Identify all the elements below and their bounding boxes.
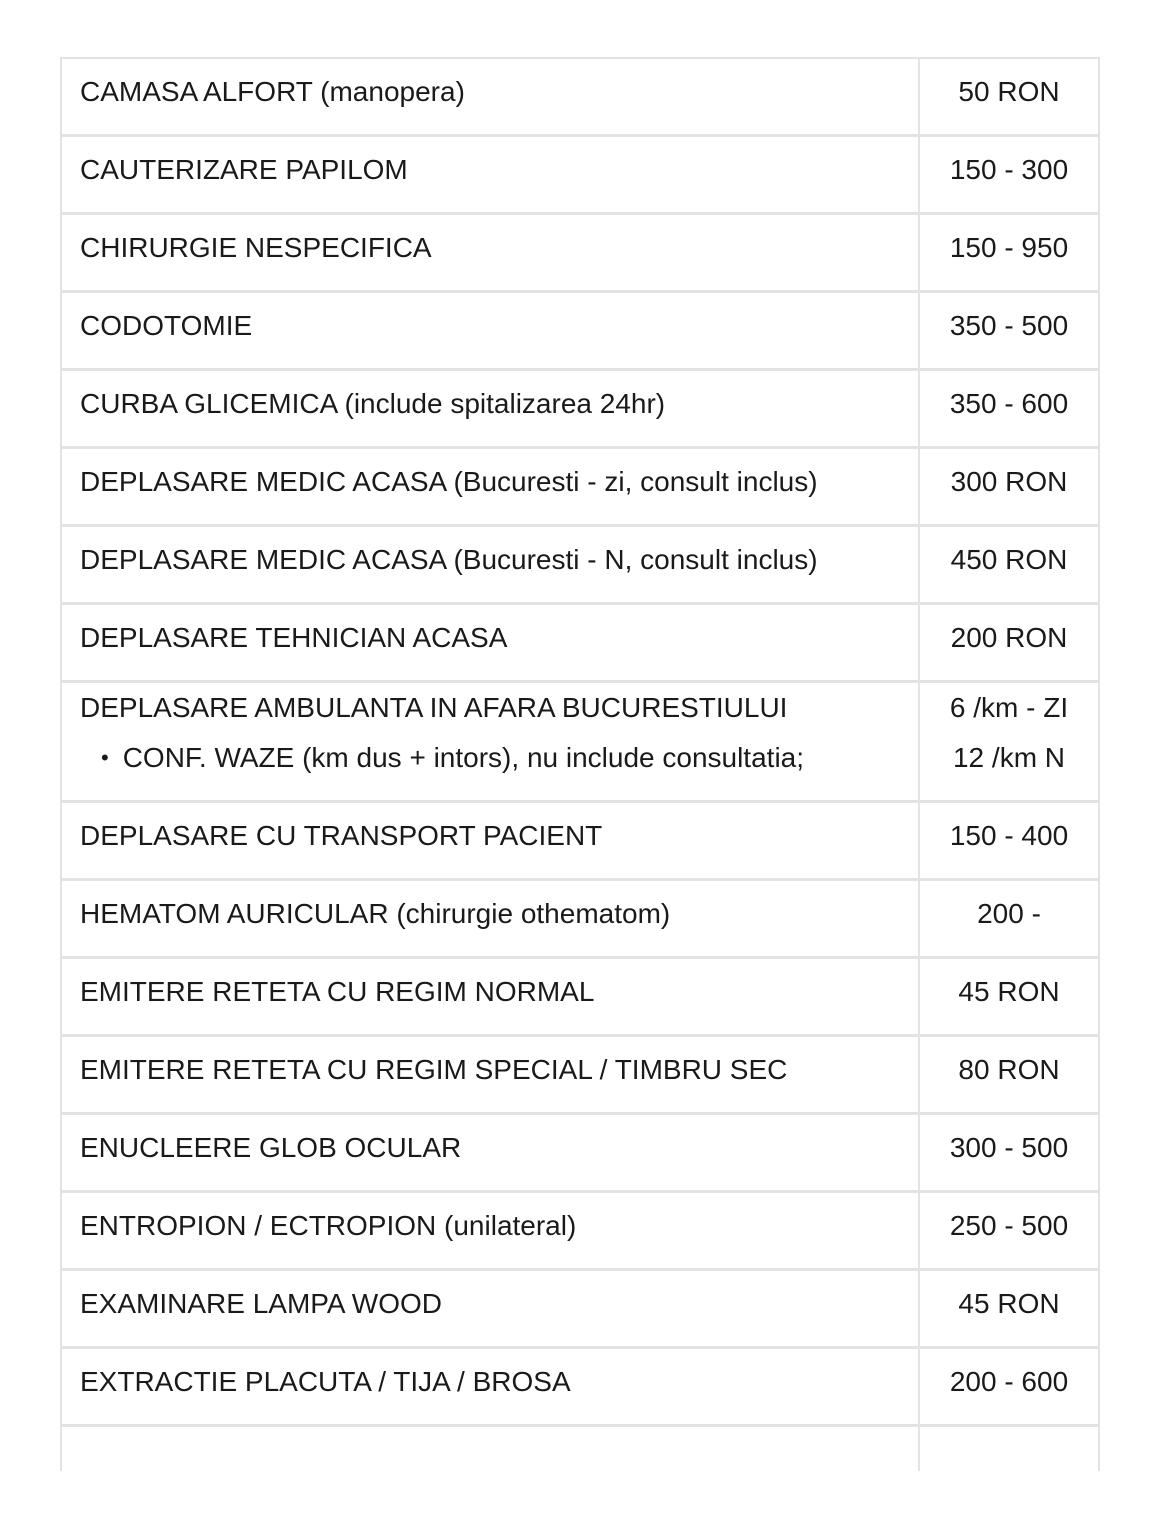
service-cell [62, 1115, 920, 1190]
service-cell [62, 137, 920, 212]
table-row [62, 293, 1098, 371]
price-cell [920, 881, 1098, 956]
service-cell [62, 293, 920, 368]
service-cell [62, 1427, 920, 1471]
service-cell [62, 803, 920, 878]
table-row [62, 1193, 1098, 1271]
price-value: 450 RON [950, 543, 1068, 575]
service-name: EXAMINARE LAMPA WOOD [80, 1287, 442, 1319]
service-cell [62, 59, 920, 134]
service-name: HEMATOM AURICULAR (chirurgie othematom) [80, 897, 671, 929]
price-value: 6 /km - ZI [949, 692, 1069, 723]
table-row [62, 881, 1098, 959]
table-row [62, 449, 1098, 527]
price-value: 45 RON [958, 975, 1060, 1007]
price-cell [920, 605, 1098, 680]
service-detail [80, 733, 804, 783]
service-name: DEPLASARE MEDIC ACASA (Bucuresti - zi, consult inclus) [80, 465, 818, 497]
price-cell [920, 1427, 1098, 1471]
service-detail-text: CONF. WAZE (km dus + intors), nu include consultatia; [122, 742, 805, 773]
table-row [62, 371, 1098, 449]
price-cell [920, 137, 1098, 212]
service-name: DEPLASARE CU TRANSPORT PACIENT [80, 819, 603, 851]
price-cell [920, 683, 1098, 800]
price-cell [920, 215, 1098, 290]
service-cell [62, 605, 920, 680]
price-value: 50 RON [958, 75, 1060, 107]
service-cell [62, 1193, 920, 1268]
table-row [62, 605, 1098, 683]
service-cell [62, 1349, 920, 1424]
price-cell [920, 959, 1098, 1034]
price-cell [920, 1349, 1098, 1424]
price-cell [920, 449, 1098, 524]
service-cell [62, 215, 920, 290]
service-cell [62, 449, 920, 524]
price-value: 150 - 400 [949, 819, 1069, 851]
service-name: CURBA GLICEMICA (include spitalizarea 24hr) [80, 387, 666, 419]
price-value: 150 - 300 [949, 153, 1069, 185]
price-value: 200 - [977, 897, 1041, 929]
table-row [62, 683, 1098, 803]
service-cell [62, 1037, 920, 1112]
price-cell [920, 1115, 1098, 1190]
price-value: 200 RON [950, 621, 1068, 653]
table-row [62, 959, 1098, 1037]
table-row [62, 59, 1098, 137]
service-name: EMITERE RETETA CU REGIM SPECIAL / TIMBRU SEC [80, 1053, 788, 1085]
price-cell [920, 803, 1098, 878]
price-cell [920, 371, 1098, 446]
price-value-secondary: 12 /km N [952, 742, 1066, 773]
table-row [62, 1271, 1098, 1349]
service-name: CHIRURGIE NESPECIFICA [80, 231, 432, 263]
service-name: CAMASA ALFORT (manopera) [80, 75, 465, 107]
service-name: CODOTOMIE [80, 309, 253, 341]
service-cell [62, 371, 920, 446]
service-name: DEPLASARE AMBULANTA IN AFARA BUCURESTIULUI [80, 692, 788, 723]
table-row [62, 137, 1098, 215]
price-value: 80 RON [958, 1053, 1060, 1085]
price-value: 150 - 950 [949, 231, 1069, 263]
service-cell [62, 527, 920, 602]
table-row [62, 527, 1098, 605]
service-name: DEPLASARE TEHNICIAN ACASA [80, 621, 508, 653]
table-row [62, 1115, 1098, 1193]
service-cell [62, 959, 920, 1034]
service-name: EMITERE RETETA CU REGIM NORMAL [80, 975, 595, 1007]
price-value: 300 - 500 [949, 1131, 1069, 1163]
service-name: EXTRACTIE PLACUTA / TIJA / BROSA [80, 1365, 571, 1397]
price-cell [920, 59, 1098, 134]
table-row [62, 1037, 1098, 1115]
price-value: 300 RON [950, 465, 1068, 497]
price-value: 350 - 500 [949, 309, 1069, 341]
price-value: 200 - 600 [949, 1365, 1069, 1397]
price-value: 350 - 600 [949, 387, 1069, 419]
bullet-icon: • [101, 745, 109, 770]
service-name: ENUCLEERE GLOB OCULAR [80, 1131, 462, 1163]
price-cell [920, 1037, 1098, 1112]
price-cell [920, 1193, 1098, 1268]
service-name: ENTROPION / ECTROPION (unilateral) [80, 1209, 577, 1241]
price-cell [920, 527, 1098, 602]
table-row [62, 215, 1098, 293]
price-table [60, 57, 1100, 1471]
service-name: DEPLASARE MEDIC ACASA (Bucuresti - N, consult inclus) [80, 543, 818, 575]
price-cell [920, 1271, 1098, 1346]
service-cell [62, 881, 920, 956]
table-row [62, 803, 1098, 881]
table-row [62, 1427, 1098, 1471]
table-row [62, 1349, 1098, 1427]
service-cell [62, 683, 920, 800]
price-value: 45 RON [958, 1287, 1060, 1319]
service-cell [62, 1271, 920, 1346]
service-name: CAUTERIZARE PAPILOM [80, 153, 408, 185]
price-value: 250 - 500 [949, 1209, 1069, 1241]
price-cell [920, 293, 1098, 368]
